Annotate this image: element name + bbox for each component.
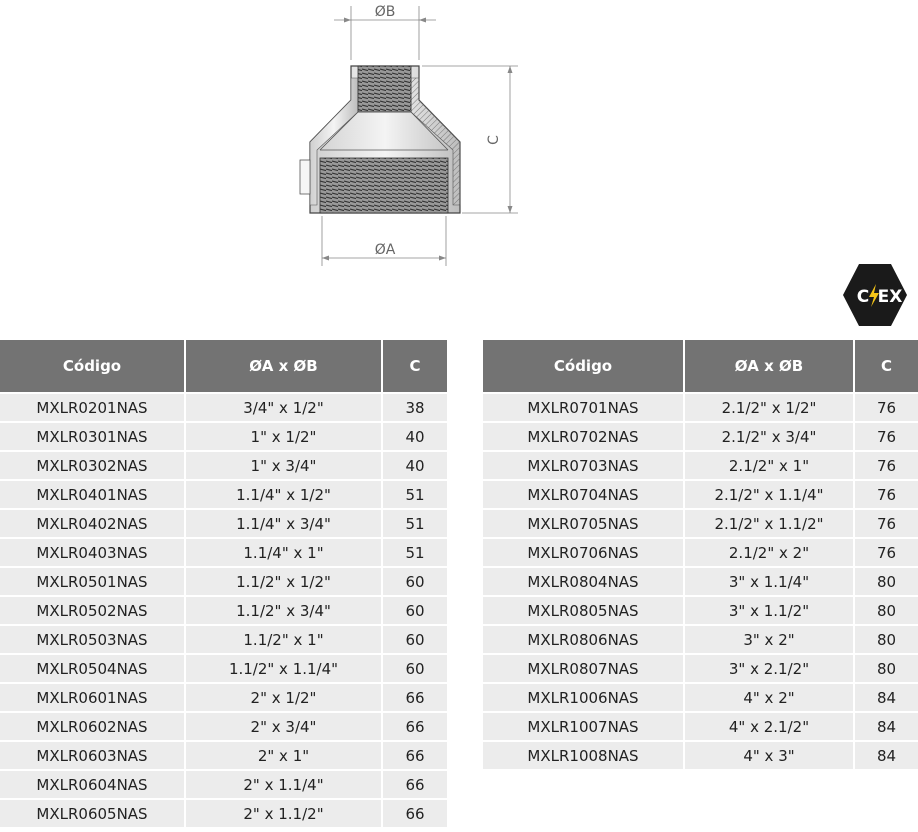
cell-codigo: MXLR0605NAS — [0, 798, 186, 827]
cell-dimensions: 1.1/2" x 1/2" — [186, 566, 383, 595]
cell-dimensions: 1.1/2" x 1.1/4" — [186, 653, 383, 682]
table-row — [0, 421, 447, 450]
logo-text-left: C — [856, 287, 870, 307]
cell-c: 60 — [383, 624, 447, 653]
cell-c: 60 — [383, 653, 447, 682]
cell-c: 51 — [383, 537, 447, 566]
cell-codigo: MXLR0504NAS — [0, 653, 186, 682]
spec-table-left — [0, 340, 447, 827]
cell-c: 60 — [383, 566, 447, 595]
cell-codigo: MXLR1006NAS — [483, 682, 685, 711]
cell-dimensions: 4" x 2" — [685, 682, 855, 711]
table-row — [0, 653, 447, 682]
header-dimensions: ØA x ØB — [186, 340, 383, 392]
cell-dimensions: 3" x 2" — [685, 624, 855, 653]
cell-codigo: MXLR0604NAS — [0, 769, 186, 798]
cell-dimensions: 1.1/4" x 1/2" — [186, 479, 383, 508]
cell-codigo: MXLR0403NAS — [0, 537, 186, 566]
cell-c: 76 — [855, 392, 918, 421]
table-row — [0, 392, 447, 421]
table-row — [0, 798, 447, 827]
table-row — [0, 624, 447, 653]
cell-dimensions: 2" x 1.1/4" — [186, 769, 383, 798]
cell-dimensions: 1.1/4" x 1" — [186, 537, 383, 566]
cell-dimensions: 2" x 1.1/2" — [186, 798, 383, 827]
header-dimensions: ØA x ØB — [685, 340, 855, 392]
cell-codigo: MXLR0402NAS — [0, 508, 186, 537]
cell-c: 84 — [855, 740, 918, 769]
cell-codigo: MXLR0702NAS — [483, 421, 685, 450]
cell-c: 66 — [383, 769, 447, 798]
cell-dimensions: 1" x 1/2" — [186, 421, 383, 450]
cell-dimensions: 4" x 2.1/2" — [685, 711, 855, 740]
cell-c: 66 — [383, 682, 447, 711]
table-row — [0, 508, 447, 537]
dim-b-label: ØB — [374, 4, 396, 20]
cell-codigo: MXLR0602NAS — [0, 711, 186, 740]
table-row — [483, 479, 918, 508]
cell-dimensions: 2" x 1" — [186, 740, 383, 769]
cell-codigo: MXLR0805NAS — [483, 595, 685, 624]
cell-c: 76 — [855, 508, 918, 537]
table-header-row — [483, 340, 918, 392]
cell-dimensions: 2" x 1/2" — [186, 682, 383, 711]
cell-c: 76 — [855, 450, 918, 479]
cell-c: 66 — [383, 711, 447, 740]
cell-codigo: MXLR0705NAS — [483, 508, 685, 537]
dim-c-label: C — [486, 135, 502, 145]
fitting-body — [300, 66, 460, 213]
dimension-b — [334, 4, 436, 60]
cell-dimensions: 2.1/2" x 1/2" — [685, 392, 855, 421]
cell-dimensions: 2.1/2" x 3/4" — [685, 421, 855, 450]
cell-dimensions: 4" x 3" — [685, 740, 855, 769]
cell-c: 84 — [855, 682, 918, 711]
table-row — [483, 624, 918, 653]
table-row — [483, 537, 918, 566]
cell-codigo: MXLR0806NAS — [483, 624, 685, 653]
cell-dimensions: 3" x 1.1/2" — [685, 595, 855, 624]
cell-codigo: MXLR0201NAS — [0, 392, 186, 421]
cell-c: 76 — [855, 479, 918, 508]
cell-c: 76 — [855, 421, 918, 450]
cell-dimensions: 3" x 2.1/2" — [685, 653, 855, 682]
cell-codigo: MXLR1008NAS — [483, 740, 685, 769]
cell-dimensions: 2.1/2" x 1" — [685, 450, 855, 479]
table-row — [0, 711, 447, 740]
cell-codigo: MXLR0804NAS — [483, 566, 685, 595]
cell-c: 80 — [855, 653, 918, 682]
cell-dimensions: 1.1/4" x 3/4" — [186, 508, 383, 537]
table-body — [483, 392, 918, 769]
logo-text-right: EX — [877, 287, 903, 307]
cell-c: 80 — [855, 566, 918, 595]
cell-c: 51 — [383, 479, 447, 508]
brand-logo — [842, 263, 908, 327]
table-header-row — [0, 340, 447, 392]
cell-dimensions: 1.1/2" x 3/4" — [186, 595, 383, 624]
cell-dimensions: 2.1/2" x 2" — [685, 537, 855, 566]
cell-dimensions: 1.1/2" x 1" — [186, 624, 383, 653]
cell-codigo: MXLR0701NAS — [483, 392, 685, 421]
header-c: C — [383, 340, 447, 392]
cell-dimensions: 2" x 3/4" — [186, 711, 383, 740]
cell-codigo: MXLR0503NAS — [0, 624, 186, 653]
cell-codigo: MXLR0706NAS — [483, 537, 685, 566]
table-row — [0, 595, 447, 624]
cell-dimensions: 3" x 1.1/4" — [685, 566, 855, 595]
cell-c: 66 — [383, 798, 447, 827]
cell-dimensions: 2.1/2" x 1.1/4" — [685, 479, 855, 508]
cell-codigo: MXLR0601NAS — [0, 682, 186, 711]
cell-c: 51 — [383, 508, 447, 537]
dim-a-label: ØA — [374, 242, 396, 258]
cell-codigo: MXLR0501NAS — [0, 566, 186, 595]
cell-dimensions: 2.1/2" x 1.1/2" — [685, 508, 855, 537]
dimension-a — [322, 216, 446, 266]
cell-c: 80 — [855, 595, 918, 624]
cell-codigo: MXLR0302NAS — [0, 450, 186, 479]
table-row — [483, 653, 918, 682]
reducer-technical-drawing — [290, 0, 530, 270]
cell-c: 60 — [383, 595, 447, 624]
table-row — [0, 769, 447, 798]
table-row — [483, 392, 918, 421]
table-row — [0, 537, 447, 566]
cell-c: 40 — [383, 450, 447, 479]
table-body — [0, 392, 447, 827]
table-row — [0, 450, 447, 479]
cell-c: 84 — [855, 711, 918, 740]
table-row — [483, 682, 918, 711]
table-row — [0, 566, 447, 595]
cell-dimensions: 3/4" x 1/2" — [186, 392, 383, 421]
cell-dimensions: 1" x 3/4" — [186, 450, 383, 479]
table-row — [483, 421, 918, 450]
cell-codigo: MXLR0301NAS — [0, 421, 186, 450]
cell-c: 80 — [855, 624, 918, 653]
cell-codigo: MXLR0603NAS — [0, 740, 186, 769]
table-row — [483, 595, 918, 624]
table-row — [483, 740, 918, 769]
header-codigo: Código — [483, 340, 685, 392]
cell-codigo: MXLR0807NAS — [483, 653, 685, 682]
header-c: C — [855, 340, 918, 392]
cell-c: 66 — [383, 740, 447, 769]
cell-c: 38 — [383, 392, 447, 421]
cell-codigo: MXLR0401NAS — [0, 479, 186, 508]
table-row — [0, 479, 447, 508]
table-row — [0, 682, 447, 711]
spec-table-right — [483, 340, 918, 769]
header-codigo: Código — [0, 340, 186, 392]
cell-codigo: MXLR0703NAS — [483, 450, 685, 479]
table-row — [483, 450, 918, 479]
table-row — [483, 566, 918, 595]
cell-c: 40 — [383, 421, 447, 450]
cell-codigo: MXLR0704NAS — [483, 479, 685, 508]
table-row — [483, 711, 918, 740]
cell-codigo: MXLR1007NAS — [483, 711, 685, 740]
cell-c: 76 — [855, 537, 918, 566]
cell-codigo: MXLR0502NAS — [0, 595, 186, 624]
table-row — [483, 508, 918, 537]
table-row — [0, 740, 447, 769]
